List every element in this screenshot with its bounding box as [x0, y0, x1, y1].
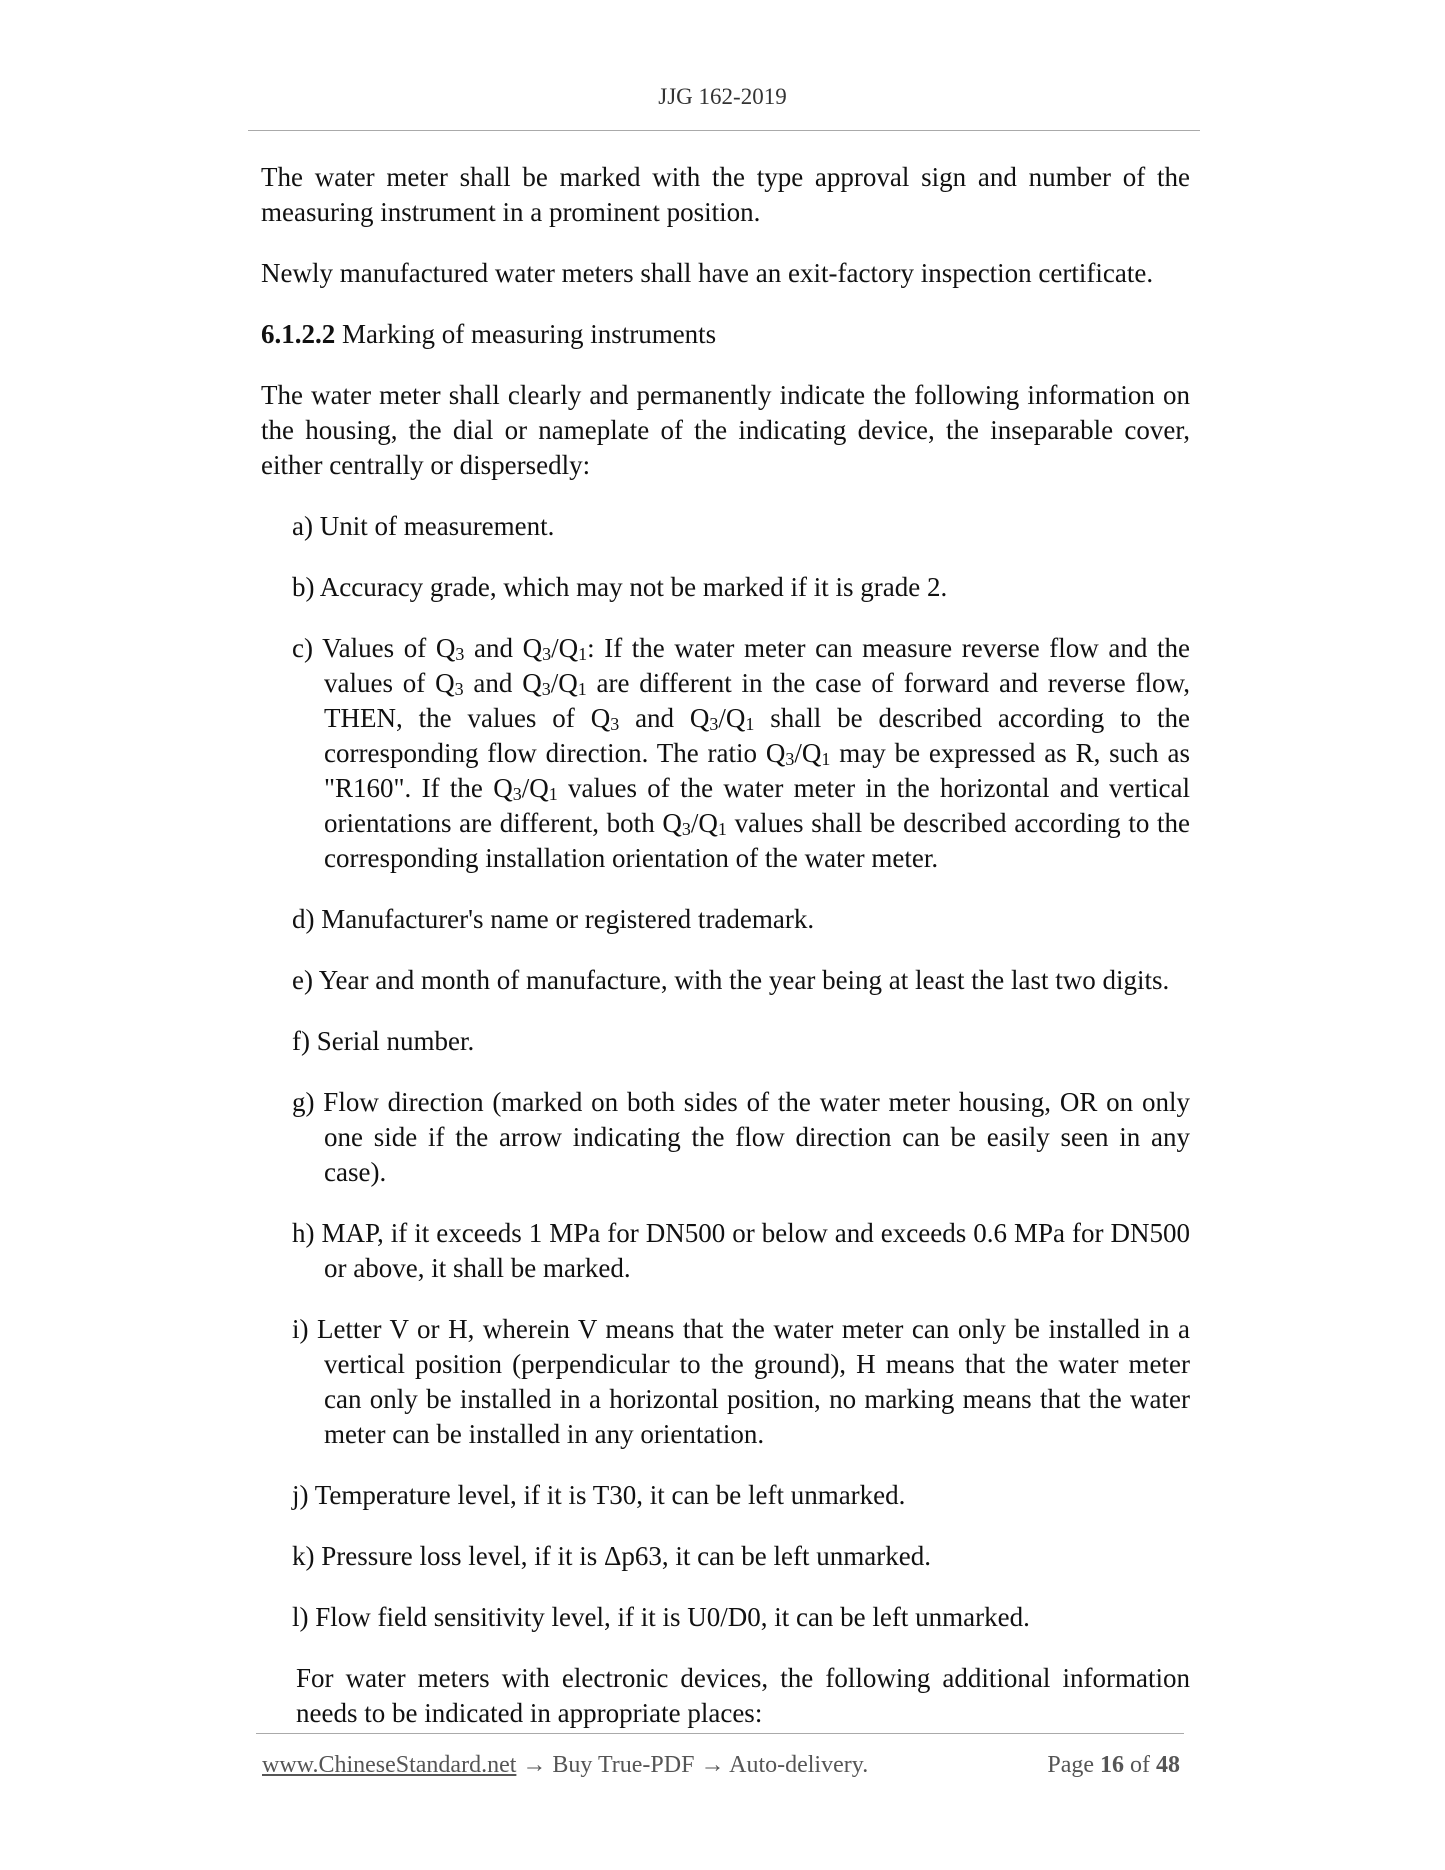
website-link[interactable]: www.ChineseStandard.net — [262, 1752, 517, 1778]
list-item-l: l) Flow field sensitivity level, if it is U0/D0, it can be left unmarked. — [292, 1602, 1030, 1632]
page-number: Page 16 of 48 — [1047, 1752, 1180, 1778]
list-item-b: b) Accuracy grade, which may not be marked if it is grade 2. — [292, 572, 948, 602]
header-divider — [248, 130, 1200, 131]
paragraph-exit-factory: Newly manufactured water meters shall have an exit-factory inspection certificate. — [261, 258, 1154, 288]
paragraph-electronic-devices: For water meters with electronic devices, the following additional information needs to be indicated in appropriate places: — [296, 1663, 1190, 1728]
list-item-f: f) Serial number. — [292, 1026, 475, 1056]
list-item-d: d) Manufacturer's name or registered trademark. — [292, 904, 815, 934]
footer-promo-text: → Buy True-PDF → Auto-delivery. — [516, 1752, 869, 1778]
list-item-a: a) Unit of measurement. — [292, 511, 555, 541]
list-item-h: h) MAP, if it exceeds 1 MPa for DN500 or below and exceeds 0.6 MPa for DN500 or above, it shall be marked. — [292, 1218, 1190, 1283]
list-item-g: g) Flow direction (marked on both sides of the water meter housing, OR on only one side if the arrow indicating the flow direction can be easily seen in any case). — [292, 1087, 1190, 1187]
marking-list — [292, 509, 1190, 1635]
list-item-e: e) Year and month of manufacture, with the year being at least the last two digits. — [292, 965, 1170, 995]
page-content — [261, 160, 1190, 1757]
section-title: Marking of measuring instruments — [335, 319, 717, 349]
paragraph-type-approval: The water meter shall be marked with the type approval sign and number of the measuring instrument in a prominent position. — [261, 162, 1190, 227]
list-item-i: i) Letter V or H, wherein V means that the water meter can only be installed in a vertical position (perpendicular to the ground), H means that the water meter can only be installed in a horizontal position, no marking means that the water meter can be installed in any orientation. — [292, 1314, 1190, 1449]
section-number: 6.1.2.2 — [261, 319, 336, 349]
paragraph-marking-intro: The water meter shall clearly and permanently indicate the following information on the housing, the dial or nameplate of the indicating device, the inseparable cover, either centrally or dispersedly: — [261, 380, 1190, 480]
page-header: JJG 162-2019 — [658, 84, 787, 109]
section-heading — [261, 317, 1190, 352]
footer-divider — [256, 1733, 1184, 1734]
list-item-j: j) Temperature level, if it is T30, it can be left unmarked. — [292, 1480, 906, 1510]
list-item-c: c) Values of $Q_3$ and $Q_3/Q_1$: If the water meter can measure reverse flow and the values of $Q_3$ and $Q_3/Q_1$ are different in the case of forward and reverse flow, THEN, the values of $Q_3$ and $Q_3/Q_1$ shall be described according to the corresponding flow direction. The ratio $Q_3/Q_1$ may be expressed as R, such as "R160". If the $Q_3/Q_1$ values of the water meter in the horizontal and vertical orientations are different, both $Q_3/Q_1$ values shall be described according to the corresponding installation orientation of the water meter. — [292, 633, 1191, 873]
list-item-k: k) Pressure loss level, if it is Δp63, it can be left unmarked. — [292, 1541, 931, 1571]
footer-promo — [262, 1752, 868, 1779]
